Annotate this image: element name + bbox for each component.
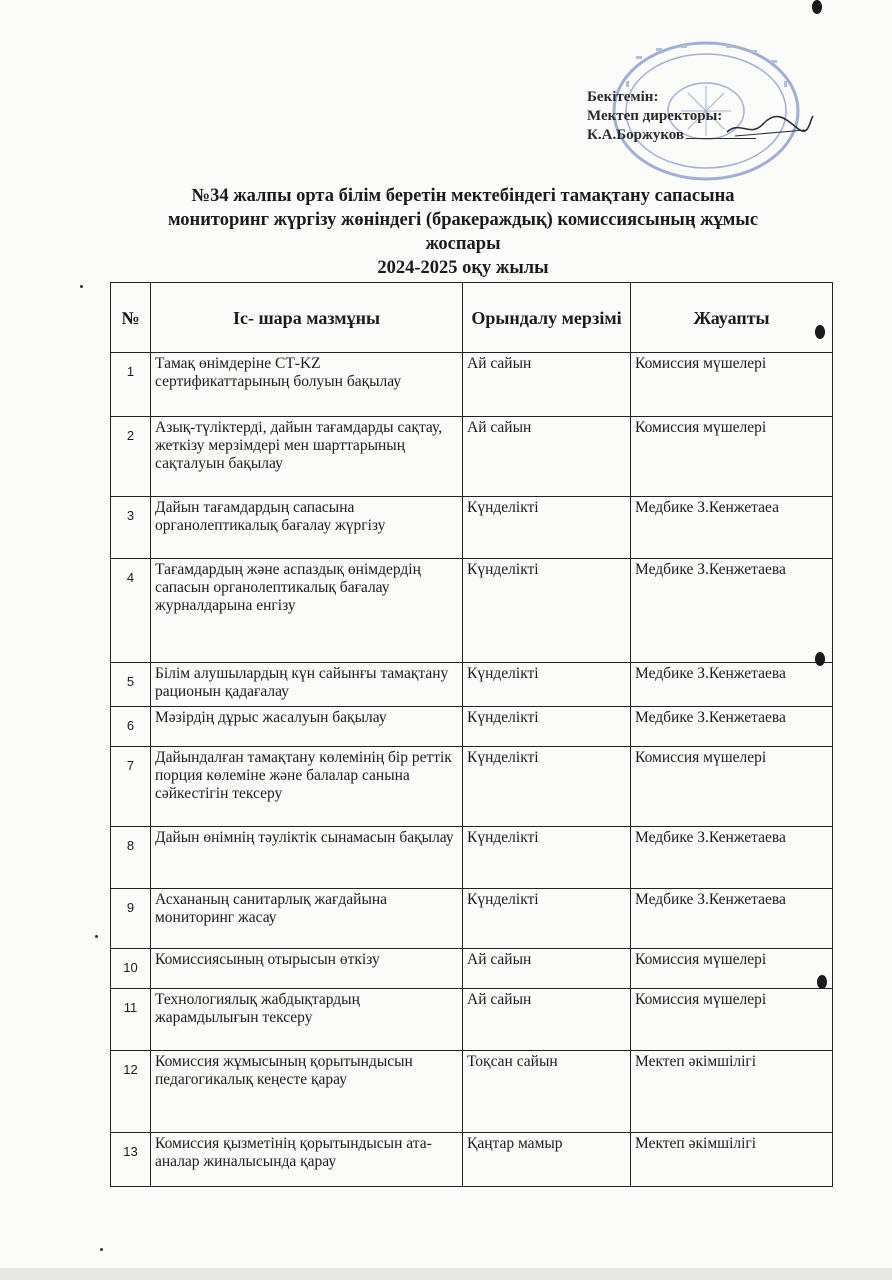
row-deadline: Күнделікті [463, 827, 631, 889]
document-title [110, 184, 816, 280]
title-line-3: жоспары [425, 234, 501, 254]
row-num: 8 [111, 827, 151, 889]
row-content: Комиссиясының отырысын өткізу [151, 949, 463, 989]
table-row [111, 747, 833, 827]
row-content: Дайын өнімнің тәуліктік сынамасын бақылау [151, 827, 463, 889]
row-content: Дайын тағамдардың сапасына органолептикалық бағалау жүргізу [151, 497, 463, 559]
row-responsible: Медбике З.Кенжетаева [631, 559, 833, 663]
row-deadline: Ай сайын [463, 949, 631, 989]
binder-hole-mark [815, 652, 825, 666]
row-content: Тағамдардың және аспаздық өнімдердің сапасын органолептикалық бағалау журналдарына енгізу [151, 559, 463, 663]
row-content: Комиссия қызметінің қорытындысын ата-аналар жиналысында қарау [151, 1133, 463, 1187]
row-responsible: Комиссия мүшелері [631, 989, 833, 1051]
header-responsible: Жауапты [631, 283, 833, 353]
row-responsible: Комиссия мүшелері [631, 949, 833, 989]
row-responsible: Комиссия мүшелері [631, 353, 833, 417]
table-row [111, 989, 833, 1051]
paper-speck [80, 285, 83, 288]
row-num: 1 [111, 353, 151, 417]
row-content: Мәзірдің дұрыс жасалуын бақылау [151, 707, 463, 747]
header-deadline: Орындалу мерзімі [463, 283, 631, 353]
approval-label: Бекітемін: [587, 89, 659, 105]
title-line-1: №34 жалпы орта білім беретін мектебіндегі тамақтану сапасына [191, 186, 735, 206]
binder-hole-mark [812, 0, 822, 14]
row-deadline: Күнделікті [463, 889, 631, 949]
row-num: 11 [111, 989, 151, 1051]
binder-hole-mark [817, 975, 827, 989]
row-content: Білім алушылардың күн сайынғы тамақтану рационын қадағалау [151, 663, 463, 707]
title-year: 2024-2025 оқу жылы [377, 258, 549, 278]
header-content: Іс- шара мазмұны [151, 283, 463, 353]
paper-speck [100, 1248, 103, 1251]
row-responsible: Мектеп әкімшілігі [631, 1133, 833, 1187]
table-row [111, 1133, 833, 1187]
row-deadline: Күнделікті [463, 497, 631, 559]
header-num: № [111, 283, 151, 353]
table-row [111, 417, 833, 497]
row-num: 6 [111, 707, 151, 747]
row-deadline: Күнделікті [463, 747, 631, 827]
row-num: 10 [111, 949, 151, 989]
table-row [111, 559, 833, 663]
row-responsible: Медбике З.Кенжетаева [631, 707, 833, 747]
table-row [111, 497, 833, 559]
row-num: 3 [111, 497, 151, 559]
approval-position: Мектеп директоры: [587, 108, 723, 124]
table-row [111, 889, 833, 949]
row-responsible: Комиссия мүшелері [631, 747, 833, 827]
row-deadline: Күнделікті [463, 559, 631, 663]
row-content: Технологиялық жабдықтардың жарамдылығын тексеру [151, 989, 463, 1051]
row-content: Асхананың санитарлық жағдайына мониторинг жасау [151, 889, 463, 949]
table-row [111, 353, 833, 417]
row-num: 4 [111, 559, 151, 663]
row-responsible: Медбике З.Кенжетаева [631, 663, 833, 707]
table-row [111, 663, 833, 707]
table-row [111, 1051, 833, 1133]
row-num: 13 [111, 1133, 151, 1187]
signature-line [686, 138, 756, 139]
row-responsible: Комиссия мүшелері [631, 417, 833, 497]
row-deadline: Күнделікті [463, 707, 631, 747]
row-responsible: Медбике З.Кенжетаева [631, 827, 833, 889]
work-plan-table [110, 282, 833, 1187]
row-num: 7 [111, 747, 151, 827]
approval-director-name [587, 126, 817, 145]
table-row [111, 707, 833, 747]
row-deadline: Ай сайын [463, 417, 631, 497]
row-content: Комиссия жұмысының қорытындысын педагогикалық кеңесте қарау [151, 1051, 463, 1133]
binder-hole-mark [815, 325, 825, 339]
paper-speck [95, 935, 98, 938]
row-deadline: Ай сайын [463, 353, 631, 417]
table-row [111, 827, 833, 889]
row-num: 2 [111, 417, 151, 497]
row-num: 5 [111, 663, 151, 707]
row-deadline: Ай сайын [463, 989, 631, 1051]
title-line-2: мониторинг жүргізу жөніндегі (бракераждық) комиссиясының жұмыс [167, 210, 759, 230]
row-deadline: Күнделікті [463, 663, 631, 707]
row-content: Тамақ өнімдеріне СТ-KZ сертификаттарының болуын бақылау [151, 353, 463, 417]
row-content: Азық-түліктерді, дайын тағамдарды сақтау, жеткізу мерзімдері мен шарттарының сақталуын бақылау [151, 417, 463, 497]
row-deadline: Қаңтар мамыр [463, 1133, 631, 1187]
row-responsible: Мектеп әкімшілігі [631, 1051, 833, 1133]
table-header-row [111, 283, 833, 353]
row-num: 12 [111, 1051, 151, 1133]
approval-block [587, 88, 817, 145]
table-row [111, 949, 833, 989]
row-responsible: Медбике З.Кенжетаеа [631, 497, 833, 559]
row-content: Дайындалған тамақтану көлемінің бір реттік порция көлеміне және балалар санына сәйкестігін тексеру [151, 747, 463, 827]
row-num: 9 [111, 889, 151, 949]
director-name: К.А.Боржуков [587, 127, 685, 143]
row-responsible: Медбике З.Кенжетаева [631, 889, 833, 949]
row-deadline: Тоқсан сайын [463, 1051, 631, 1133]
